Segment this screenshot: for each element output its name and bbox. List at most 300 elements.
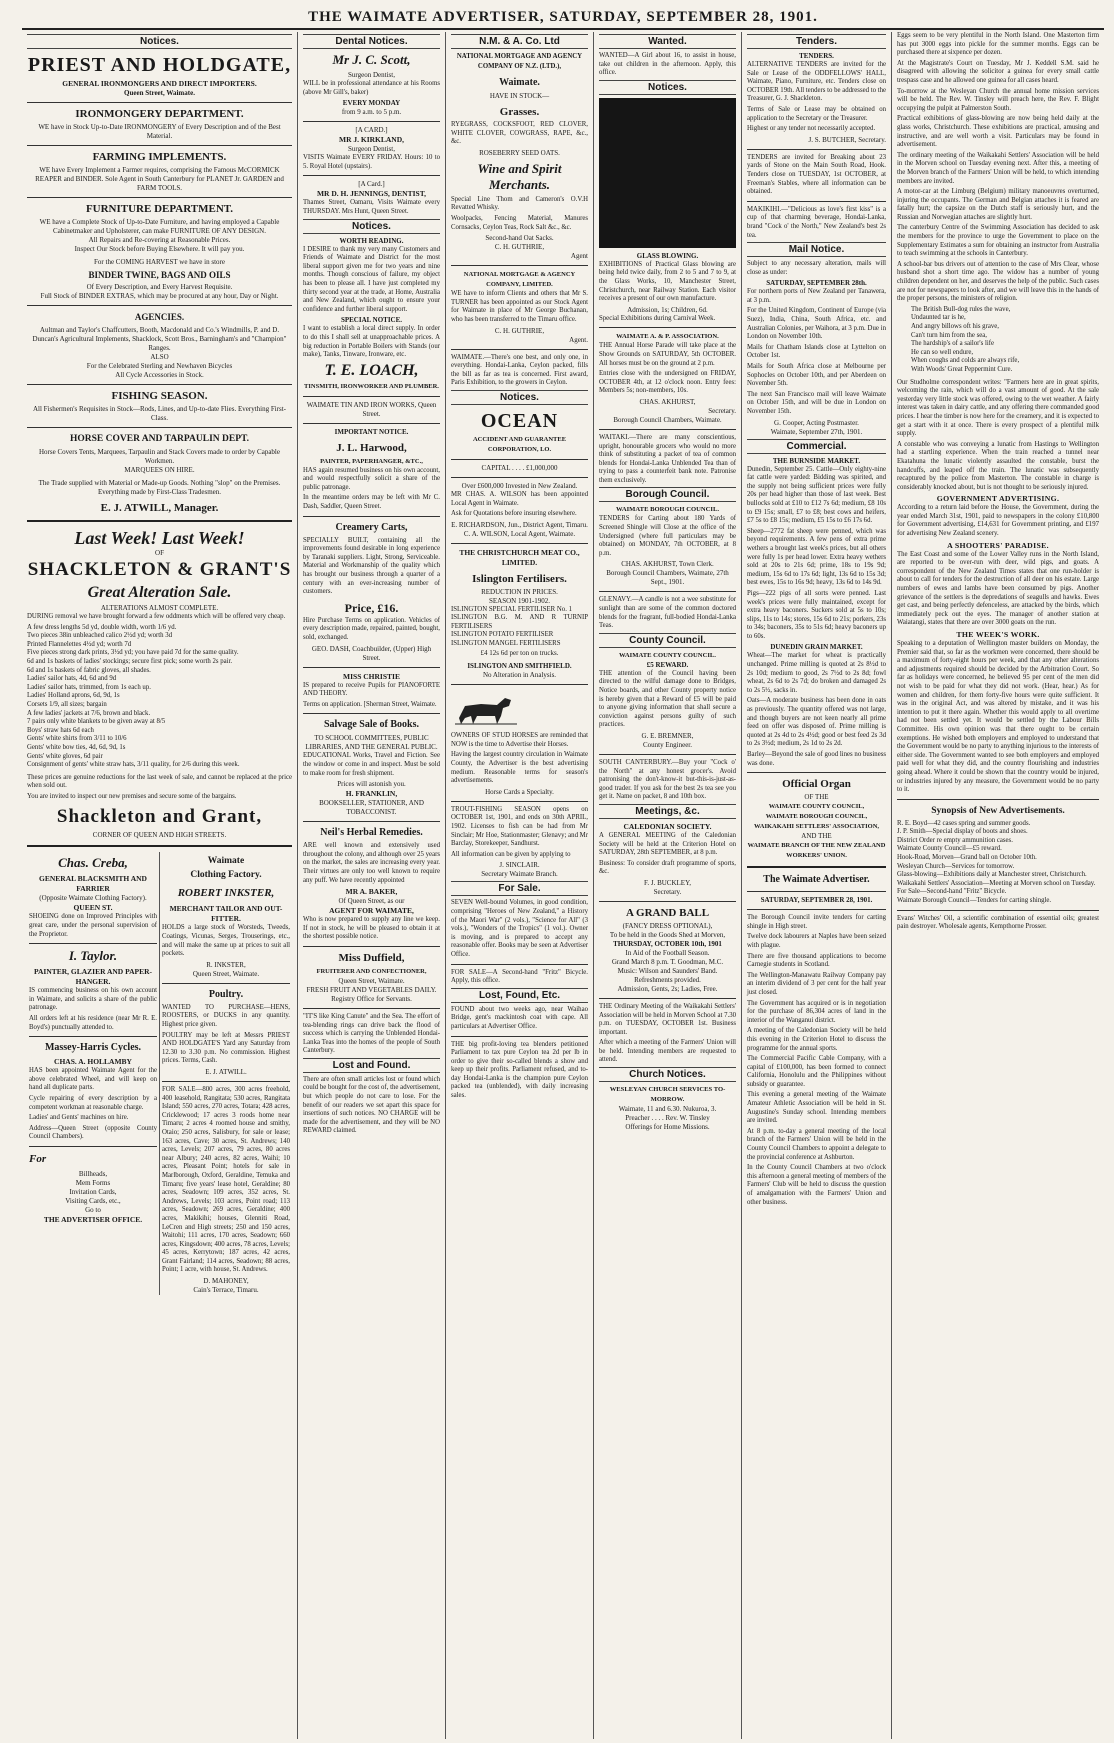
agencies-heading: AGENCIES. — [134, 312, 185, 322]
clothing-title2: Clothing Factory. — [190, 870, 262, 881]
column-6 — [892, 32, 1104, 1739]
synopsis-item: For Sale—Second-hand "Fritz" Bicycle. — [897, 888, 1007, 896]
baker-text: Who is now prepared to supply any line we keep. If not in stock, he will be pleased to obtain it at the shortest possible notice. — [303, 916, 440, 941]
mail-text: Subject to any necessary alteration, mails will close as under: — [747, 260, 886, 276]
guthrie2-agent: Agent. — [569, 335, 588, 344]
for-sale-header: For Sale. — [451, 881, 588, 896]
official-item: WAIMATE COUNTY COUNCIL, — [768, 803, 865, 811]
sale-item: Boys' straw hats 6d each — [27, 726, 94, 734]
buckley-sub: Secretary. — [653, 887, 682, 896]
column-2 — [298, 32, 446, 1739]
news-paragraph: A school-bar bus drivers out of attention to the case of Mrs Clear, whose husband shot a short time ago. The widow has a number of young children dependent on her, and deserves the help of the public. Such cases are not for newspapers to look after, and we will leave this in the hands of the proper persons, the ministers of religion. — [897, 260, 1099, 303]
ball-title: A GRAND BALL — [625, 906, 710, 919]
news-paragraph: Eggs seem to be very plentiful in the North Island. One Masterton firm has put 3000 eggs into pickle for the summer months. Eggs can be purchased there at sixpence per dozen. — [897, 32, 1099, 57]
editorial-item: The Borough Council invite tenders for carting shingle in High street. — [747, 914, 886, 930]
fertiliser-item: ISLINGTON B.G. M. AND R TURNIP FERTILISERS — [451, 614, 588, 630]
butcher-sign: J. S. BUTCHER, Secretary. — [808, 135, 886, 144]
official-item: WAIMATE BRANCH OF THE NEW ZEALAND WORKERS' UNION. — [747, 842, 886, 860]
season: SEASON 1901-1902. — [488, 596, 551, 605]
special-text: I want to establish a local direct supply. In order to do this I shall sell at unapproachable prices. A big reduction in Portable Boilers with Stands (our make), Tanks, Tinware, Ironware, etc. — [303, 325, 440, 359]
franklin-sub: BOOKSELLER, STATIONER, AND TOBACCONIST. — [319, 799, 424, 817]
taylor-orders: All orders left at his residence (near Mr R. E. Boyd's) punctually attended to. — [29, 1015, 157, 1031]
harvest-line3: Full Stock of BINDER EXTRAS, which may be procured at any hour, Day or Night. — [40, 292, 279, 300]
borough-sub: WAIMATE BOROUGH COUNCIL. — [615, 506, 719, 514]
alterations-text: ALTERATIONS ALMOST COMPLETE. — [100, 604, 219, 612]
sale-intro: DURING removal we have brought forward a few oddments which will be offered very cheap. — [27, 613, 286, 620]
nma2-text: WE have to inform Clients and others that Mr S. TURNER has been appointed as our Stock Agent for Waimate in place of Mr George Buchanan, who has been transferred to the Timaru office. — [451, 290, 588, 323]
nma-title: NATIONAL MORTGAGE AND AGENCY COMPANY OF N.Z. (LTD.), — [456, 53, 583, 70]
fol-go: Go to — [85, 1205, 101, 1214]
loach-works: WAIMATE TIN AND IRON WORKS, Queen Street. — [306, 400, 437, 418]
wanted-text: WANTED—A Girl about 16, to assist in house, take out children in the afternoon. Apply, this office. — [599, 52, 736, 77]
sale-item: Five pieces strong dark prints, 3½d yd; you have paid 7d for the same quality. — [27, 649, 239, 657]
inkster-sign: R. INKSTER, — [206, 960, 246, 969]
fritz-text: FOR SALE—A Second-hand "Fritz" Bicycle. Apply, this office. — [451, 968, 588, 985]
wesleyan-offerings: Offerings for Home Missions. — [625, 1123, 710, 1132]
poem-line: The hardship's of a sailor's life — [911, 340, 995, 348]
weeks-work-heading: THE WEEK'S WORK. — [956, 630, 1040, 639]
sale-item: Ladies' Holland aprons, 6d, 9d, 1s — [27, 692, 120, 700]
sale-item: 6d and 1s baskets of fabric gloves, all shades. — [27, 666, 151, 674]
news-paragraph: Practical exhibitions of glass-blowing are now being held daily at the glass works, Christchurch. These exhibitions are practical, amusing and instructive, and are well worth a visit. Particulars may be found in advertisement. — [897, 115, 1099, 149]
farming-heading: FARMING IMPLEMENTS. — [92, 151, 227, 163]
editorial-item: A meeting of the Caledonian Society will be held this evening in the Criterion Hotel to discuss the programme for the annual sports. — [747, 1027, 886, 1052]
loach-text: I DESIRE to thank my very many Customers and Friends of Waimate and District for the most liberal support given me for two years and nine months. Though conscious of failure, my object has been to please all. I have just completed my thirty second year at the trade, at Home, Australia and New Zealand, which ought to ensure your confidence and further liberal support. — [303, 245, 440, 313]
loach-sub: TINSMITH, IRONWORKER AND PLUMBER. — [304, 382, 439, 390]
grain-text: Wheat—The market for wheat is practically unchanged. Prime milling is quoted at 2s 8½d to 2s 10d; medium to good, 2s 7½d to 2s 8d; fowl wheat, 2s 6d to 2s 7d; do broken and damaged 2s to 2s 5½, sacks in. — [747, 652, 886, 694]
grasses-title: Grasses. — [499, 106, 540, 118]
clothing-title1: Waimate — [207, 856, 245, 867]
no-alteration: No Alteration in Analysis. — [482, 670, 557, 679]
grain-barley: Barley—Beyond the sale of good lines no business was done. — [747, 751, 886, 767]
date-small: SATURDAY, SEPTEMBER 28, 1901. — [760, 896, 873, 905]
furniture-heading: FURNITURE DEPARTMENT. — [85, 203, 234, 215]
synopsis-item: Waimate County Council—£5 reward. — [897, 845, 1002, 853]
sale-item: Gents' white gloves, 6d pair — [27, 752, 103, 760]
great-sale-title: Great Alteration Sale. — [87, 584, 232, 601]
sale-item: A few ladies' jackets at 7/6, brown and black. — [27, 709, 151, 717]
last-week-heading: Last Week! Last Week! — [74, 528, 245, 548]
duffield-sub: FRUITERER AND CONFECTIONER, — [316, 967, 427, 975]
special-notice: SPECIAL NOTICE. — [340, 316, 403, 325]
scott-day: EVERY MONDAY — [342, 99, 401, 108]
notices-header: Notices. — [27, 34, 292, 49]
grain-oats: Oats—A moderate business has been done in oats as previously. The quantity offered was not large, and though buyers are not keen nearly all prime feed on offer was disposed of. Prime milling is quoted at 2s 4d to 2s 4½d; good or best feed 2s 3d to 2s 3½d; medium, 2s 1d to 2s 2d. — [747, 697, 886, 748]
of-label: OF — [155, 549, 164, 557]
inkster-text: HOLDS a large stock of Worsteds, Tweeds, Coatings, Vicunas, Serges, Trouserings, etc., and will make the same up at prices to suit all pockets. — [162, 924, 290, 958]
county-reward: £5 REWARD. — [646, 660, 689, 669]
price-text: Hire Purchase Terms on application. Vehicles of every description made, repaired, painted, bought, sold, exchanged. — [303, 616, 440, 641]
commercial-header: Commercial. — [747, 439, 886, 454]
editorial-item: The Government has acquired or is in negotiation for the purchase of 86,304 acres of land in the interior of the Wanganui district. — [747, 999, 886, 1024]
south-canterbury-text: SOUTH CANTERBURY.—Buy your "Cock o' the North" at any honest grocer's. Avoid patronising the don't-know-it but-this-is-just-as-good trader. If you ask for the best 2s tea see you get it. Name on packet, 8 and 10th box. — [599, 758, 736, 801]
synopsis-item: R. E. Boyd—42 cases spring and summer goods. — [897, 819, 1031, 827]
farmers-text: After which a meeting of the Farmers' Union will be held. Intending members are requested to attend. — [599, 1039, 736, 1064]
news-paragraph: A constable who was conveying a lunatic from Hastings to Wellington had a startling experience. When the train reached a tunnel near Ekatahuna the lunatic violently assaulted the constable, burst the handcuffs, and leaped off the train. The lunatic was subsequently recaptured by the police from Masterton. The constable in charge is considerably knocked about, but is not thought to be seriously injured. — [897, 440, 1099, 491]
scott-time: from 9 a.m. to 5 p.m. — [341, 108, 402, 117]
bremner-sign: G. E. BREMNER, — [641, 731, 694, 740]
fol-item: Billheads, — [78, 1169, 108, 1178]
horse-cover-text: Horse Covers Tents, Marquees, Tarpaulin and Stack Covers made to order by Capable Workmen. — [39, 448, 280, 465]
sale-item: Printed Flannelettes 4½d yd; worth 7d — [27, 640, 132, 648]
fishing-heading: FISHING SEASON. — [111, 390, 208, 402]
scott-title: Mr J. C. Scott, — [332, 52, 411, 67]
news-paragraph: The East Coast and some of the Lower Valley runs in the North Island, are reported to be over-run with deer, wild pigs, and goats. A correspondent of the New Zealand Times states that one run-holder is about to call for tenders for the destruction of all deer on his estate. Large numbers of ewes and lambs have been consumed by pigs. Another grievance of the settlers is the depredations of seagulls and hawks. Ewes get cast, and being perfectly defenceless, are attacked by the birds, which immediately peck out the eyes. The manager of another station at Waiatangi, states that there are over 3000 goats on the run. — [897, 550, 1099, 627]
akhurst2-sign: CHAS. AKHURST, Town Clerk. — [621, 560, 714, 569]
marquees: MARQUEES ON HIRE. — [124, 466, 195, 474]
news-paragraph: To-morrow at the Wesleyan Church the annual home mission services will be held. The Rev. W. Tinsley will preach here, the Rev. F. Blight occupying the pulpit at Palmerston South. — [897, 87, 1099, 112]
nma2-title: NATIONAL MORTGAGE & AGENCY COMPANY, LIMITED. — [463, 271, 576, 289]
makikihi-text: MAKIKIHI.—"Delicious as love's first kiss" is a cup of that charming beverage, Hondai-Lanka, brand "Cock o' the North," New Zealand's best 2s tea. — [747, 205, 886, 239]
gov-advertising-heading: GOVERNMENT ADVERTISING. — [936, 494, 1060, 504]
king-canute-text: "IT'S like King Canute" and the Sea. The effort of tea-blending rings can drive back the flood of success which is carrying the Unblended Hondai-Lanka Teas into the homes of the people of South Canterbury. — [303, 1012, 440, 1055]
smithfield: ISLINGTON AND SMITHFIELD. — [467, 661, 572, 670]
islington-title: Islington Fertilisers. — [472, 572, 567, 585]
meetings-header: Meetings, &c. — [599, 804, 736, 819]
farm-sale-address: Cain's Terrace, Timaru. — [193, 1286, 259, 1295]
furniture-line3: Inspect Our Stock before Buying Elsewhere. It will pay you. — [74, 245, 245, 253]
creba-text: SHOEING done on Improved Principles with great care, under the personal supervision of the Proprietor. — [29, 913, 157, 938]
notices-header-2: Notices. — [303, 219, 440, 234]
wesleyan-times: Waimate, 11 and 6.30. Nukuroa, 3. — [618, 1105, 717, 1114]
glass-heading: GLASS BLOWING. — [636, 251, 699, 260]
tenders-sub: TENDERS. — [799, 52, 834, 60]
akhurst-sign: CHAS. AKHURST, — [639, 397, 696, 406]
card-label: [A CARD.] — [355, 126, 388, 135]
oats-text: ROSEBERRY SEED OATS. — [479, 148, 560, 157]
baker-title: MR A. BAKER, — [345, 887, 398, 897]
sinclair-sub: Secretary Waimate Branch. — [481, 870, 558, 879]
creba-sub1: GENERAL BLACKSMITH AND — [39, 874, 147, 884]
waitaki-text: WAITAKI.—There are many conscientious, upright, honourable grocers who would no more think of substituting a packet of tea of common blends for Hondai-Lanka Unblended Tea than of trying to pass a counterfeit bank note. Patronise them exclusively. — [599, 433, 736, 484]
scott-sub: Surgeon Dentist, — [348, 71, 395, 79]
manager-sign: E. J. ATWILL, Manager. — [100, 502, 219, 514]
editorial-item: At 8 p.m. to-day a general meeting of the local branch of the Farmers' Union will be held in the County Council Chambers to appoint a delegate to the provincial conference at Ashburton. — [747, 1127, 886, 1161]
notices-header-4: Notices. — [599, 80, 736, 95]
nma-stock: HAVE IN STOCK— — [489, 92, 550, 100]
blacked-out-ad — [599, 98, 736, 248]
worth-reading: WORTH READING. — [339, 236, 404, 245]
shackleton-grant-sign: Shackleton and Grant, — [56, 806, 263, 828]
furniture-text: WE have a Complete Stock of Up-to-Date Furniture, and having employed a Capable Cabinetmaker and Upholsterer, can make FURNITURE OF ANY DESIGN. — [39, 218, 280, 235]
ball-date: THURSDAY, OCTOBER 10th, 1901 — [613, 939, 722, 948]
poem-line: The British Bull-dog rules the wave, — [911, 305, 1011, 313]
nma-header: N.M. & A. Co. Ltd — [451, 34, 588, 49]
column-5 — [742, 32, 892, 1739]
column-1 — [22, 32, 298, 1739]
official-item: WAIKAKAHI SETTLERS' ASSOCIATION, — [753, 823, 880, 831]
guthrie-agent: Agent — [570, 252, 588, 261]
creba-title: Chas. Creba, — [58, 855, 128, 871]
mail-text2: For northern ports of New Zealand per Tanawera, at 3 p.m. — [747, 288, 886, 304]
fol-for: For — [29, 1152, 47, 1165]
duffield-title: Miss Duffield, — [338, 951, 405, 964]
official-of-the: OF THE — [804, 793, 829, 802]
glass-text: EXHIBITIONS of Practical Glass blowing are being held twice daily, from 2 to 5 and 7 to 9, at the Glass Works, 10, Manchester Street, Christchurch, near Railway Station. Each visitor receives a present of our own manufacture. — [599, 260, 736, 303]
stud-text2: Having the largest country circulation in Waimate County, the Advertiser is the best advertising medium. Reasonable terms for season's advertisements. — [451, 751, 588, 785]
wanted-header: Wanted. — [599, 34, 736, 49]
second-hand-sacks: Second-hand Oat Sacks. — [485, 234, 554, 243]
inkster-title: ROBERT INKSTER, — [177, 887, 275, 900]
caledonian-business: Business: To consider draft programme of sports, &c. — [599, 859, 736, 876]
columns — [22, 32, 1104, 1739]
news-paragraph: A motor-car at the Limburg (Belgium) military manoeuvres overturned, injuring the occupants. The German and Belgian attaches it is feared are fatally hurt; the capsize on the Dutch staff is seriously hurt, and the Russian and Norwegian attaches are slightly hurt. — [897, 188, 1099, 221]
kirkland-title: MR J. KIRKLAND, — [339, 135, 404, 145]
horse-cover-heading: HORSE COVER AND TARPAULIN DEPT. — [69, 434, 250, 444]
small-ads-grid — [27, 852, 292, 1295]
ironmongery-heading: IRONMONGERY DEPARTMENT. — [75, 108, 244, 120]
priest-subtitle: GENERAL IRONMONGERS AND DIRECT IMPORTERS. — [62, 79, 257, 88]
stud-horse-icon — [451, 692, 521, 726]
harvest-line1: For the COMING HARVEST we have in store — [94, 258, 225, 266]
christie-text: IS prepared to receive Pupils for PIANOFORTE AND THEORY. — [303, 681, 440, 698]
ball-aid: In Aid of the Football Season. — [625, 948, 710, 957]
fol-item: Mem Forms — [75, 1178, 111, 1187]
reduction: REDUCTION IN PRICES. — [481, 587, 558, 596]
salvage-title: Salvage Sale of Books. — [323, 719, 419, 731]
county-header: County Council. — [599, 633, 736, 648]
official-item: WAIMATE BOROUGH COUNCIL, — [765, 813, 868, 821]
lost-found-text: There are often small articles lost or found which could be bought for the cost of, the advertisement, but which people do not care to lose. For the benefit of our readers we set apart this space for insertions of such notices. NO CHARGE will be made for the advertisement, and they will be NO REWARD claimed. — [303, 1075, 440, 1135]
shooters-paradise-heading: A SHOOTERS' PARADISE. — [947, 540, 1049, 550]
wilson-sign: C. A. WILSON, Local Agent, Waimate. — [463, 529, 576, 538]
fertiliser-item: ISLINGTON POTATO FERTILISER — [451, 631, 554, 639]
wine-title: Wine and Spirit Merchants. — [477, 160, 562, 192]
akhurst-secretary: Secretary. — [708, 406, 736, 415]
horse-cards: Horse Cards a Specialty. — [485, 787, 554, 796]
sale-item: Ladies' sailor hats, 4d, 6d and 9d — [27, 675, 117, 683]
mail-text4: Mails for Chatham Islands close at Lyttelton on October 1st. — [747, 343, 886, 360]
waimate-tea-text: WAIMATE.—There's one best, and only one, in everything. Hondai-Lanka, Ceylon packed, fills the bill as far as tea is concerned. First award, Paris Exhibition, to the growers in Ceylon. — [451, 353, 588, 387]
massey-title: Massey-Harris Cycles. — [44, 1042, 142, 1054]
for-sale-text: SEVEN Well-bound Volumes, in good condition, comprising "Heroes of New Zealand," a History of the Maori War" (2 vols.), "Science for All" (3 vols.), "Wonders of the Tropics" (1 vol.). Owner is moving, and is prepared to accept any reasonable offer. Books may be seen at Advertiser Office. — [451, 899, 588, 958]
neil-text: ARE well known and extensively used throughout the colony, and although over 25 years on the market, the sales are increasing every year. Their virtues are only too well known to require any puff. We have recently appointed — [303, 842, 440, 884]
massey-name: CHAS. A. HOLLAMBY — [54, 1057, 132, 1067]
county-sub: WAIMATE COUNTY COUNCIL. — [619, 651, 716, 659]
sale-item: 7 pairs only white blankets to be given away at 8/5 — [27, 718, 166, 726]
scott-text: WILL be in professional attendance at his Rooms (above Mr Gill's, baker) — [303, 80, 440, 96]
news-paragraph: Speaking to a deputation of Wellington master builders on Monday, the Premier said that, so far as the workmen were concerned, there should be a maximum of forty-eight hours per week, and that any other alterations and adjustments required should be decided by the Arbitration Court. So far as holidays were concerned, he believed 95 per cent of the men did not wish to be paid for what they did not work. (Hear, hear.) As for women and children, for them forty-five hours were quite sufficient. It was in the original Act, and was altered by mistake, and it was his intention to put it there again. Whether this would apply to all overtime had not been settled yet. It would be settled by the Labour Bills Committee. His own opinion was that there ought to be certain exemptions. He wished both employers and employed to understand that the Government would be no party to anything injurious to the interests of either side. The Government wanted to see both employers and employed paid well for what they did, and the country flourishing and industries going ahead. Where it could be shown that the country would be injured, or industries injured by any measure, the Government would be no party to it. — [897, 640, 1099, 794]
jennings-title: MR D. H. JENNINGS, DENTIST, — [316, 189, 427, 199]
farm-sale-sign: D. MAHONEY, — [203, 1277, 249, 1286]
christie-title: MISS CHRISTIE — [343, 671, 400, 681]
ball-text: To be held in the Goods Shed at Morven, — [609, 930, 726, 939]
salvage-text: EDUCATIONAL Works, Travel and Fiction. See the window or come in and inspect. Must be sold to make room for fresh shipment. — [303, 752, 440, 777]
trade-text: The Trade supplied with Material or Made-up Goods. Nothing "slop" on the Premises. Everything made by First-Class Tradesmen. — [38, 479, 281, 496]
creba-opposite: (Opposite Waimate Clothing Factory). — [39, 894, 147, 903]
agencies-line3: All Cycle Accessories in Stock. — [115, 371, 204, 379]
sale-item: Two pieces 38in unbleached calico 2½d yd; worth 3d — [27, 632, 173, 640]
christchurch-meat: THE CHRISTCHURCH MEAT CO., LIMITED. — [459, 547, 580, 567]
ocean-capital: CAPITAL . . . . £1,000,000 — [481, 463, 558, 472]
mail-text3: For the United Kingdom, Continent of Europe (via Suez), India, China, South Africa, etc. and Australian Colonies, per Waihora, at 3 p.m. Due in London on November 10th. — [747, 307, 886, 341]
baker-agent: AGENT FOR WAIMATE, — [329, 906, 414, 916]
news-paragraph: The canterbury Centre of the Swimming Association has decided to ask the members for the province to urge the Government to place on the Supplementary Estimates a sum for obtaining an instructor from Australia to teach swimming at the schools in Canterbury. — [897, 224, 1099, 258]
dash-sign: GEO. DASH, Coachbuilder, (Upper) High Street. — [311, 644, 432, 662]
synopsis-item: Wesleyan Church—Services for tomorrow. — [897, 862, 1015, 870]
alt-highest: Highest or any tender not necessarily accepted. — [747, 125, 876, 133]
fol-item: Invitation Cards, — [69, 1187, 117, 1196]
poem — [897, 306, 1099, 375]
taylor-sub: PAINTER, GLAZIER AND PAPER-HANGER. — [33, 967, 153, 987]
news-paragraph: According to a return laid before the House, the Government, during the year ended March 31st, 1901, paid to newspapers in the colony £10,800 for Government advertising, £14,631 for Government printing, and £197 for advertising New Zealand scenery. — [897, 504, 1099, 538]
glass-admission: Admission, 1s; Children, 6d. — [627, 305, 708, 314]
burnside-title: THE BURNSIDE MARKET. — [772, 456, 861, 465]
important-notice: IMPORTANT NOTICE. — [334, 427, 409, 436]
fol-item: Visiting Cards, etc., — [65, 1196, 121, 1205]
burnside-text: Dunedin, September 25. Cattle—Only eighty-nine fat cattle were yarded: Bidding was spirited, and the supply not being sufficient prices were fully 20s per head higher than those of last week. Best bullocks sold at £10 to £12 7s 6d; medium, £8 10s to £9 15s; small, £7 to £8; best cows and heifers, £7 5s to £8 15s; medium, £5 15s to £6 17s 6d. — [747, 465, 886, 525]
synopsis-item: Waikakahi Settlers' Association—Meeting at Morven school on Tuesday. — [897, 879, 1096, 887]
lost-text: FOUND about two weeks ago, near Waihao Bridge, gent's mackintosh coat with cape. All particulars at Advertiser Office. — [451, 1005, 588, 1030]
baker-address: Of Queen Street, as our — [338, 897, 405, 906]
creba-street: QUEEN ST. — [73, 903, 113, 913]
jennings-text: Thames Street, Oamaru, Visits Waimate every THURSDAY. Mrs Hunt, Queen Street. — [303, 199, 440, 215]
richardson-sign: E. RICHARDSON, Jun., District Agent, Timaru. — [451, 520, 588, 529]
column-4 — [594, 32, 742, 1739]
ironmongery-text: WE have in Stock Up-to-Date IRONMONGERY of Every Description and of the Best Material. — [38, 123, 281, 140]
glass-special: Special Exhibitions during Carnival Week. — [599, 314, 716, 322]
corner-address: CORNER OF QUEEN AND HIGH STREETS. — [92, 831, 227, 840]
neil-title: Neil's Herbal Remedies. — [320, 827, 423, 839]
guthrie-sign: C. H. GUTHRIE, — [494, 243, 545, 252]
mail-text6: The next San Francisco mail will leave Waimate on October 15th, and will be due in London on November 15th. — [747, 390, 886, 415]
furniture-line2: All Repairs and Re-covering at Reasonable Prices. — [88, 236, 231, 244]
lost-found-header: Lost and Found. — [303, 1058, 440, 1073]
creba-sub2: FARRIER — [76, 884, 110, 894]
agencies-also: ALSO — [150, 353, 169, 361]
sale-item: Consignment of gents' white straw hats, 3/11 quality, for 2/6 during this week. — [27, 761, 240, 769]
taylor-title: I. Taylor. — [68, 948, 118, 964]
ocean-sub: ACCIDENT AND GUARANTEE CORPORATION, LO. — [472, 435, 567, 453]
wesleyan-preacher: Preacher . . . . Rev. W. Tinsley — [625, 1114, 710, 1123]
harwood-text: HAS again resumed business on his own account, and would respectfully solicit a share of the public patronage. — [303, 466, 440, 491]
aandp-title: WAIMATE A. & P. ASSOCIATION. — [616, 333, 719, 341]
priest-holdgate-title: PRIEST AND HOLDGATE, — [27, 54, 292, 76]
official-organ-title: Official Organ — [782, 778, 851, 791]
poultry-sign: E. J. ATWILL. — [205, 1068, 247, 1076]
priest-address: Queen Street, Waimate. — [124, 89, 195, 97]
grain-title: DUNEDIN GRAIN MARKET. — [770, 643, 863, 652]
harvest-heading: BINDER TWINE, BAGS AND OILS — [88, 270, 231, 280]
synopsis-item: District Order re empty ammunition cases. — [897, 836, 1013, 844]
editorial-item: There are five thousand applications to become Carnegie students in Scotland. — [747, 952, 886, 969]
massey-text: HAS been appointed Waimate Agent for the above celebrated Wheel, and will keep on hand all duplicate parts. — [29, 1067, 157, 1092]
poem-line: When coughs and colds are always rife, — [911, 357, 1020, 365]
harwood-title: J. L. Harwood, — [336, 441, 407, 454]
sale-item: 6d and 1s baskets of ladies' stockings; secure first pick; some worth 2s pair. — [27, 657, 233, 665]
fertiliser-list — [451, 606, 588, 649]
editorial-item: This evening a general meeting of the Waimate Amateur Athletic Association will be held in St. Augustine's Sunday school. Intending members are invited. — [747, 1091, 886, 1125]
borough-chambers: Borough Council Chambers, Waimate. — [613, 415, 722, 424]
borough-header: Borough Council. — [599, 487, 736, 502]
synopsis-item: J. P. Smith—Special display of boots and shoes. — [897, 828, 1028, 836]
synopsis-item: Hook-Road, Morven—Grand ball on October 10th. — [897, 854, 1037, 862]
borough-date: Borough Council Chambers, Waimate, 27th Sept., 1901. — [606, 569, 729, 587]
kirkland-text: VISITS Waimate EVERY FRIDAY. Hours: 10 to 5. Royal Hotel (upstairs). — [303, 154, 440, 170]
sale-item: A few dress lengths 5d yd, double width, worth 1/6 yd. — [27, 623, 177, 631]
fishing-text: All Fishermen's Requisites in Stock—Rods, Lines, and Up-to-date Flies. Everything First-Class. — [32, 405, 287, 422]
harwood-sub: PAINTER, PAPERHANGER, &TC., — [320, 457, 423, 465]
wilson-text: MR CHAS. A. WILSON has been appointed Local Agent in Waimate. — [451, 490, 588, 507]
sale-item: Ladies' sailor hats, trimmed, from 1s each up. — [27, 683, 151, 691]
tenders-header: Tenders. — [747, 34, 886, 49]
christie-terms: Terms on application. [Sherman Street, Waimate. — [303, 700, 437, 708]
taylor-text: IS commencing business on his own account in Waimate, and solicits a share of the public patronage. — [29, 987, 157, 1012]
ocean-title: OCEAN — [480, 409, 559, 432]
farm-sale-text: FOR SALE—800 acres, 300 acres freehold, 400 leasehold, Rangitata; 530 acres, Rangitata Island; 550 acres, 270 acres, Totara; 428 acres, Cricklewood; 17 acres 3 roods home near Timaru; 2 acres 4 roomed house and smithy, Otaio; 250 acres, Salisbury, for sale or lease; 163 acres, Cave; 30 acres, St. Andrews; 140 acres, Levels; 207 acres, 79 acres, 80 acres near Albury; 240 acres, 82 acres, Waihi; 10 acres, Pleasant Point; hotels for sale in Marlborough, Oxford, Geraldine, Temuka and Timaru; five years' lease hotel, Geraldine; 80 acres, Seadown; 109 acres, 352 acres, St. Andrews, Levels; 103 acres, Point road; 113 acres, Seadown; 269 acres, Geraldine; 400 acres, Makikihi; houses, Glenniti Road, LeCren and High streets; 250 and 150 acres, Waitohi; 111 acres, 170 acres, Seadown; 660 acres, Kingsdown; 400 acres, 78 acres, Levels; 45 acres, Kerrytown; 187 acres, 42 acres, Grant Fairland; 114 acres, Seadown; 88 acres, Point; 1 acre, with house, St. Andrews. — [162, 1086, 290, 1274]
massey-repair: Cycle repairing of every description by a competent workman at reasonable charge. — [29, 1095, 157, 1111]
column-3 — [446, 32, 594, 1739]
kirkland-sub: Surgeon Dentist, — [348, 145, 395, 154]
fertiliser-item: ISLINGTON SPECIAL FERTILISER No. 1 — [451, 605, 572, 613]
sale-item: Gents' white bow ties, 4d, 6d, 9d, 1s — [27, 743, 126, 751]
stud-text: OWNERS OF STUD HORSES are reminded that NOW is the time to Advertise their Horses. — [451, 732, 588, 748]
wool-text: Woolpacks, Fencing Material, Manures Cornsacks, Ceylon Teas, Rock Salt &c., &c. — [451, 214, 588, 231]
buckley-sign: F. J. BUCKLEY, — [644, 878, 691, 887]
aandp-text: THE Annual Horse Parade will take place at the Show Grounds on SATURDAY, 5th OCTOBER. All horses must be on the ground at 2 p.m. — [599, 342, 736, 367]
fertiliser-price: £4 12s 6d per ton on trucks. — [480, 648, 559, 657]
fertiliser-item: ISLINGTON MANGEL FERTILISERS — [451, 640, 561, 648]
card-label-2: [A Card.] — [358, 180, 385, 189]
burnside-sheep: Sheep—2772 fat sheep were penned, which was beyond requirements. A few pens of extra prime wethers a brought last week's prices, but all others were fully 1s per head lower. Extra heavy wethers sold at 20s to 21s 6d; prime, 18s to 19s 9d; medium, 15s 6d to 17s 6d; light, 13s 6d to 15s 3d; best ewes, 15s to 16s 9d; heavy, 13s 6d to 14s 9d. — [747, 527, 886, 587]
poem-line: Can't turn him from the sea, — [911, 331, 987, 339]
synopsis-list — [897, 820, 1099, 906]
ball-admission: Admission, Gents, 2s; Ladies, Free. — [617, 984, 718, 993]
wine-text: Special Line Thom and Cameron's O.V.H Revatted Whisky. — [451, 195, 588, 212]
synopsis-item: Glass-blowing—Exhibitions daily at Manchester street, Christchurch. — [897, 871, 1087, 879]
tea-blenders-text: THE big profit-loving tea blenders petitioned Parliament to tax pure Ceylon tea 2d per lb in order to give their so-called blends a show and keep up their profits. Parliament refused, and to-day Hondai-Lanka is the champion pure Ceylon packed tea (unblended), with daily increasing sales. — [451, 1040, 588, 1100]
poultry-text: WANTED TO PURCHASE—HENS, ROOSTERS, or DUCKS in any quantity. Highest price given. — [162, 1003, 290, 1029]
shackleton-grant-title: SHACKLETON & GRANT'S — [27, 559, 292, 580]
masthead: THE WAIMATE ADVERTISER, SATURDAY, SEPTEMBER 28, 1901. — [22, 6, 1104, 30]
synopsis-heading: Synopsis of New Advertisements. — [931, 805, 1065, 816]
sale-note: These prices are genuine reductions for the last week of sale, and cannot be replaced at the price when sold out. — [27, 773, 292, 790]
news-paragraph: At the Magistrate's Court on Tuesday, Mr J. Keddell S.M. said he disagreed with allowing the solicitor a guinea for every small cattle trespass case and he allowed one guinea for all cases heard. — [897, 59, 1099, 84]
burnside-pigs: Pigs—222 pigs of all sorts were penned. Last week's prices were fully maintained, except for extra heavy baconers. Suckers sold at 5s to 10s; slips, 11s to 14s; stores, 15s 6d to 21s; porkers, 23s to 34s; baconers, 35s to 51s 6d; heavy baconers up to 60s. — [747, 589, 886, 640]
poem-line: Undaunted tar is he, — [911, 314, 966, 322]
fol-office: THE ADVERTISER OFFICE. — [43, 1214, 143, 1224]
ocean-apply: Ask for Quotations before insuring elsewhere. — [451, 510, 577, 518]
nma-waimate: Waimate. — [499, 77, 540, 88]
poem-line: With Woods' Great Peppermint Cure. — [911, 365, 1013, 373]
duffield-registry: Registry Office for Servants. — [331, 994, 412, 1003]
duffield-fresh: FRESH FRUIT AND VEGETABLES DAILY. — [306, 985, 437, 994]
mail-date: SATURDAY, SEPTEMBER 28th. — [766, 279, 867, 288]
inkster-sub: MERCHANT TAILOR AND OUT-FITTER. — [169, 904, 283, 924]
tenders2-text: TENDERS are invited for Breaking about 23 yards of Stone on the Main South Road, Hook. Tenders close on TUESDAY, 1st OCTOBER, at Freeman's Stables, where all information can be obtained. — [747, 153, 886, 196]
ball-sub: (FANCY DRESS OPTIONAL), — [622, 921, 713, 930]
wesleyan-title: WESLEYAN CHURCH SERVICES TO-MORROW. — [609, 1086, 726, 1104]
salvage-prices: Prices will astonish you. — [337, 780, 406, 789]
notices-header-3: Notices. — [451, 390, 588, 405]
agencies-text: Aultman and Taylor's Chaffcutters, Booth, Macdonald and Co.'s Windmills, P. and D. Duncan's Agricultural Implements, Shacklock, Scott Bros., Barningham's and "Champion" Ranges. — [32, 326, 287, 352]
news-paragraph: The ordinary meeting of the Waikakahi Settlers' Association will be held in the Morven school on Tuesday evening next. After this, a meeting of the Morven branch of the Farmers' Union will be held, to which intending members are invited. — [897, 151, 1099, 185]
borough-text: TENDERS for Carting about 180 Yards of Screened Shingle will Close at the office of the Undersigned (where full particulars may be obtained) on MONDAY, 7th OCTOBER, at 8 p.m. — [599, 515, 736, 557]
editorial-item: The Wellington-Manawatu Railway Company pay an interim dividend of 3 per cent for the half year just closed. — [747, 971, 886, 996]
salvage-sub: TO SCHOOL COMMITTEES, PUBLIC LIBRARIES, AND THE GENERAL PUBLIC. — [305, 734, 438, 752]
duffield-address: Queen Street, Waimate. — [338, 976, 405, 985]
ball-march: Grand March 8 p.m. T. Goodman, M.C. — [611, 957, 724, 966]
synopsis-item: Waimate Borough Council—Tenders for carting shingle. — [897, 897, 1052, 905]
poultry-text2: POULTRY may be left at Messrs PRIEST AND HOLDGATE'S Yard any Saturday from 12.30 to 3.30 p.m. No commission. Highest prices. Terms, Cash. — [162, 1031, 290, 1065]
franklin-title: H. FRANKLIN, — [345, 789, 398, 799]
dental-header: Dental Notices. — [303, 34, 440, 49]
sale-item: Gents' white shirts from 3/11 to 10/6 — [27, 735, 127, 743]
bremner-sub: County Engineer. — [643, 740, 692, 749]
cooper-sign: G. Cooper, Acting Postmaster. — [774, 418, 859, 427]
county-text: THE attention of the Council having been directed to the wilful damage done to Bridges, Notice boards, and other County property notice is hereby given that a Reward of £5 will be paid to anyone giving information that shall secure a conviction against persons guilty of such practices. — [599, 669, 736, 729]
aandp-entries: Entries close with the undersigned on FRIDAY, OCTOBER 4th, at 12 o'clock noon. Entry fees: Members 5s; non-members, 10s. — [599, 370, 736, 395]
